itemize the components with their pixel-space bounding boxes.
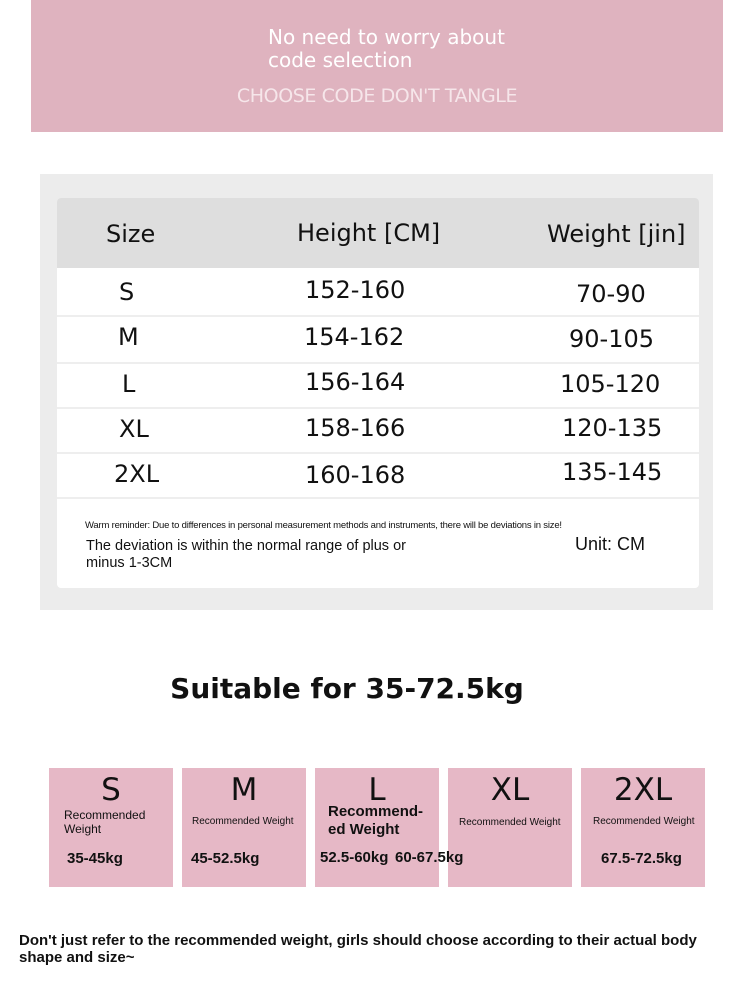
- footer-note: Don't just refer to the recommended weight, girls should choose according to their actual body shape and size~: [19, 932, 697, 966]
- table-row: [57, 407, 699, 454]
- size-table: [57, 198, 699, 588]
- banner-subtitle: CHOOSE CODE DON'T TANGLE: [236, 85, 518, 107]
- table-row: [57, 362, 699, 409]
- table-row: [57, 452, 699, 499]
- card-size: XL: [490, 772, 530, 808]
- cell-size: M: [118, 323, 139, 351]
- suitable-heading: Suitable for 35-72.5kg: [170, 672, 524, 705]
- cell-height: 160-168: [305, 461, 406, 489]
- cell-height: 156-164: [305, 368, 406, 396]
- table-row: [57, 270, 699, 317]
- card-label: Recommended Weight: [64, 808, 146, 836]
- table-row: [57, 317, 699, 364]
- table-header: [57, 198, 699, 268]
- card-size: 2XL: [613, 772, 673, 808]
- cell-height: 152-160: [305, 276, 406, 304]
- card-size: S: [101, 772, 121, 808]
- weight-card-m: [182, 768, 306, 887]
- deviation-note: The deviation is within the normal range of plus or minus 1-3CM: [86, 538, 406, 571]
- card-value: 35-45kg: [67, 850, 123, 867]
- card-label: Recommended Weight: [459, 817, 561, 828]
- warm-reminder: Warm reminder: Due to differences in personal measurement methods and instruments, there will be deviations in size!: [85, 520, 562, 531]
- header-height: Height [CM]: [297, 219, 441, 247]
- card-label: Recommended Weight: [192, 816, 294, 827]
- card-value: 60-67.5kg: [395, 849, 464, 866]
- card-size: M: [230, 772, 258, 808]
- header-weight: Weight [jin]: [547, 220, 686, 248]
- cell-size: S: [119, 278, 135, 306]
- card-size: L: [368, 772, 386, 808]
- card-value: 45-52.5kg: [191, 850, 260, 867]
- cell-height: 154-162: [304, 323, 405, 351]
- weight-card-s: [49, 768, 173, 887]
- cell-weight: 70-90: [576, 280, 646, 308]
- cell-weight: 120-135: [562, 414, 663, 442]
- cell-weight: 135-145: [562, 458, 663, 486]
- cell-height: 158-166: [305, 414, 406, 442]
- top-banner: [31, 0, 723, 132]
- cell-size: 2XL: [114, 460, 160, 488]
- card-value: 52.5-60kg: [320, 849, 389, 866]
- weight-card-xl: [395, 768, 572, 887]
- cell-size: XL: [119, 415, 149, 443]
- header-size: Size: [106, 220, 156, 248]
- weight-card-2xl: [581, 768, 705, 887]
- unit-label: Unit: CM: [575, 534, 646, 554]
- card-value: 67.5-72.5kg: [601, 850, 682, 867]
- cell-weight: 90-105: [569, 325, 655, 353]
- card-label: Recommended Weight: [593, 816, 695, 827]
- card-label: Recommend-ed Weight: [328, 803, 424, 838]
- weight-card-l: [315, 768, 439, 887]
- cell-weight: 105-120: [560, 370, 661, 398]
- cell-size: L: [122, 370, 136, 398]
- banner-title: No need to worry about code selection: [268, 25, 505, 72]
